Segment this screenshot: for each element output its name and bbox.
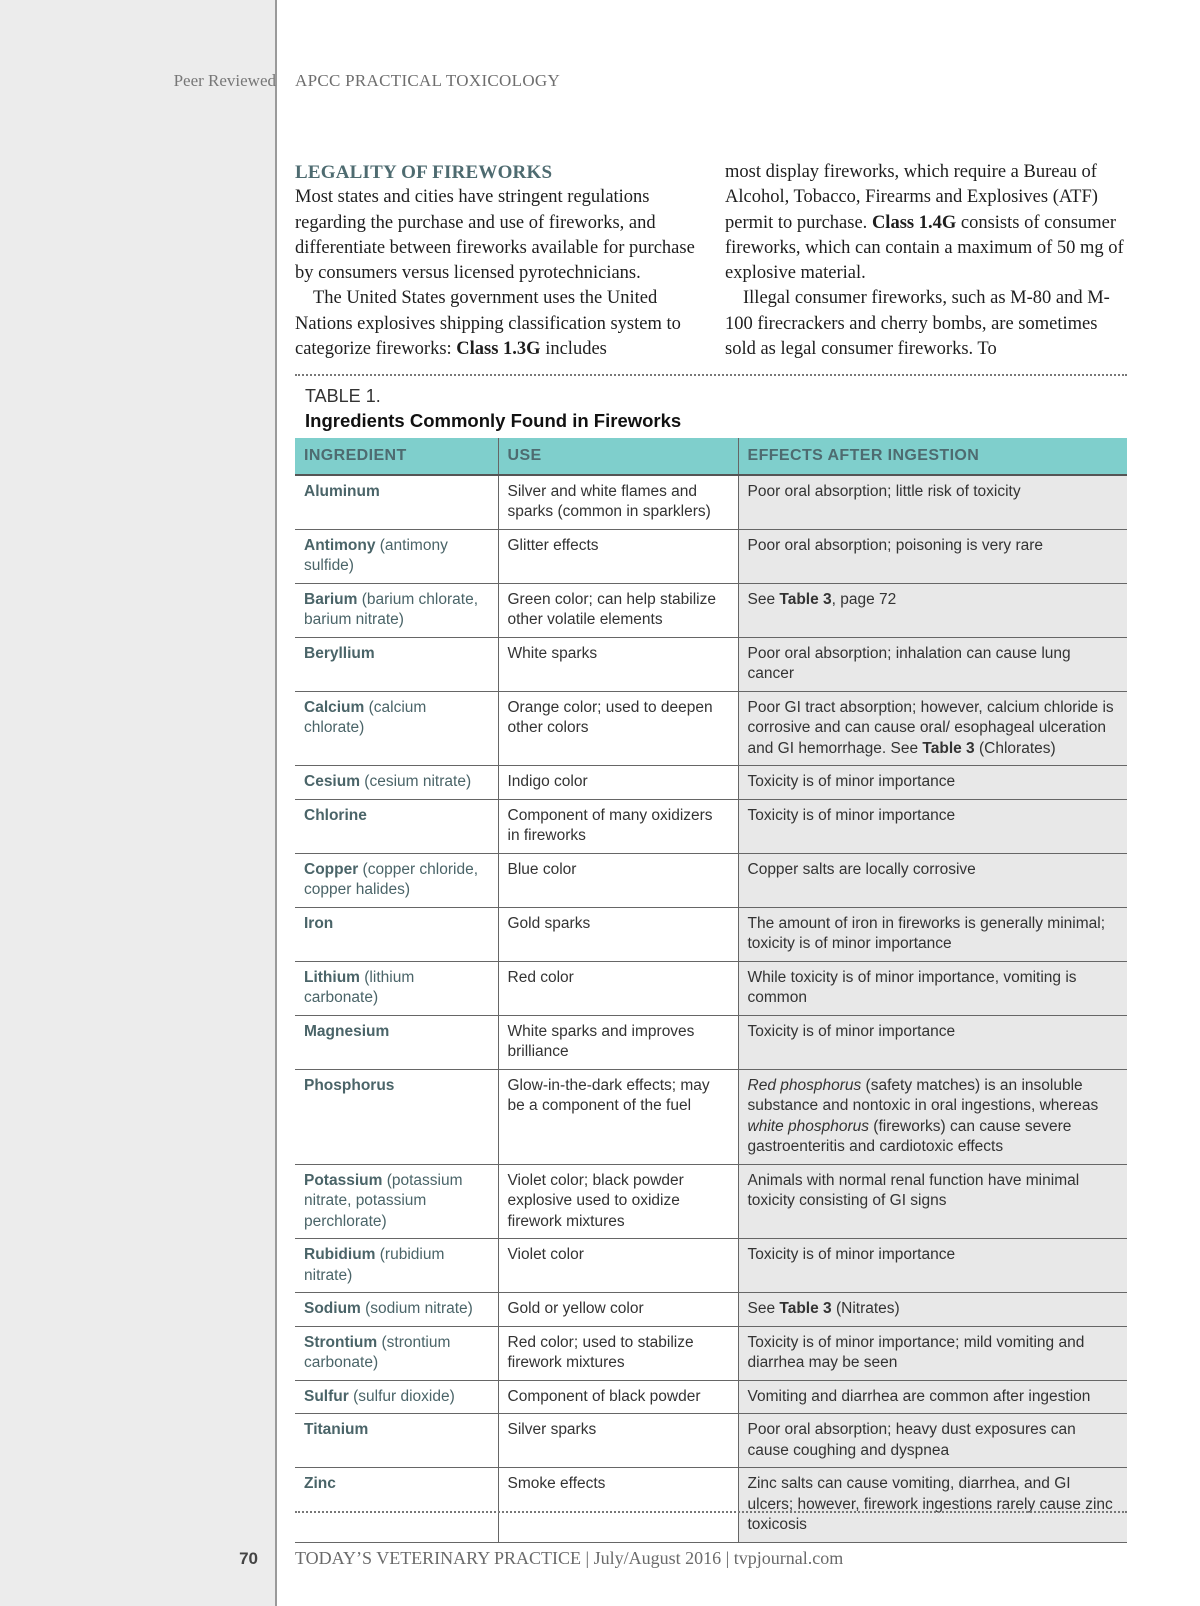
use-cell: Violet color; black powder explosive used to oxidize firework mixtures	[498, 1164, 738, 1239]
ingredient-cell	[295, 961, 498, 1015]
column-header: INGREDIENT	[295, 438, 498, 475]
ingredient-name: Magnesium	[304, 1022, 390, 1040]
ingredient-name: Lithium	[304, 968, 360, 986]
table-top-divider	[295, 374, 1127, 376]
use-cell: Violet color	[498, 1239, 738, 1293]
effects-cell: Toxicity is of minor importance; mild vomiting and diarrhea may be seen	[738, 1326, 1127, 1380]
ingredient-name: Cesium	[304, 773, 360, 790]
table-row	[295, 1015, 1127, 1069]
ingredient-detail: (copper chloride, copper halides)	[304, 860, 479, 898]
ingredient-name: Beryllium	[304, 644, 375, 662]
ingredient-detail: (cesium nitrate)	[360, 773, 472, 790]
table-title: Ingredients Commonly Found in Fireworks	[305, 410, 682, 431]
effects-cell: Toxicity is of minor importance	[738, 799, 1127, 853]
effects-cell: While toxicity is of minor importance, vomiting is common	[738, 961, 1127, 1015]
ingredients-table	[295, 438, 1127, 1543]
ingredient-detail: (rubidium nitrate)	[304, 1246, 445, 1284]
table-row	[295, 1326, 1127, 1380]
table-row	[295, 1414, 1127, 1468]
effects-cell: Poor oral absorption; heavy dust exposures can cause coughing and dyspnea	[738, 1414, 1127, 1468]
table-header-row	[295, 438, 1127, 475]
effects-cell: Poor oral absorption; inhalation can cause lung cancer	[738, 637, 1127, 691]
use-cell: Gold sparks	[498, 907, 738, 961]
table-row	[295, 529, 1127, 583]
ingredient-cell	[295, 799, 498, 853]
ingredient-cell	[295, 1380, 498, 1414]
use-cell: Silver and white flames and sparks (common in sparklers)	[498, 475, 738, 530]
use-cell: White sparks and improves brilliance	[498, 1015, 738, 1069]
effects-cell: Toxicity is of minor importance	[738, 1015, 1127, 1069]
ingredient-detail: (sulfur dioxide)	[348, 1387, 455, 1405]
ingredient-cell	[295, 1293, 498, 1327]
margin-rule	[275, 0, 277, 1606]
table-row	[295, 907, 1127, 961]
table-bottom-divider	[295, 1511, 1127, 1513]
ingredient-name: Chlorine	[304, 806, 367, 824]
effects-cell: The amount of iron in fireworks is generally minimal; toxicity is of minor importance	[738, 907, 1127, 961]
effects-cell: Vomiting and diarrhea are common after ingestion	[738, 1380, 1127, 1414]
ingredient-detail: (strontium carbonate)	[304, 1333, 451, 1371]
ingredient-cell	[295, 1468, 498, 1543]
ingredient-cell	[295, 475, 498, 530]
ingredient-name: Zinc	[304, 1475, 336, 1492]
effects-cell: Animals with normal renal function have minimal toxicity consisting of GI signs	[738, 1164, 1127, 1239]
table-row	[295, 637, 1127, 691]
ingredient-cell	[295, 529, 498, 583]
ingredient-name: Barium	[304, 590, 358, 608]
ingredient-name: Copper	[304, 860, 359, 878]
ingredient-name: Titanium	[304, 1421, 369, 1438]
ingredient-name: Antimony	[304, 536, 376, 554]
ingredient-detail: (calcium chlorate)	[304, 698, 427, 736]
ingredient-cell	[295, 1414, 498, 1468]
section-heading: LEGALITY OF FIREWORKS	[295, 162, 553, 183]
use-cell: White sparks	[498, 637, 738, 691]
article-paragraph: Most states and cities have stringent regulations regarding the purchase and use of fireworks, and differentiate between fireworks available for purchase by consumers versus licensed pyrotechnicians.	[295, 187, 695, 284]
ingredient-name: Phosphorus	[304, 1076, 395, 1094]
ingredient-detail: (lithium carbonate)	[304, 968, 415, 1006]
ingredient-name: Calcium	[304, 698, 365, 716]
ingredient-cell	[295, 691, 498, 766]
table-row	[295, 475, 1127, 530]
left-margin	[0, 0, 276, 1606]
ingredient-cell	[295, 583, 498, 637]
use-cell: Glitter effects	[498, 529, 738, 583]
table-label: TABLE 1.	[305, 386, 381, 406]
use-cell: Silver sparks	[498, 1414, 738, 1468]
ingredient-name: Sulfur	[304, 1387, 349, 1405]
use-cell: Component of black powder	[498, 1380, 738, 1414]
table-row	[295, 1239, 1127, 1293]
running-head: APCC PRACTICAL TOXICOLOGY	[295, 71, 561, 90]
effects-cell: Poor oral absorption; poisoning is very rare	[738, 529, 1127, 583]
use-cell: Red color; used to stabilize firework mixtures	[498, 1326, 738, 1380]
ingredient-cell	[295, 1069, 498, 1164]
ingredient-cell	[295, 1326, 498, 1380]
effects-cell: Poor oral absorption; little risk of toxicity	[738, 475, 1127, 530]
use-cell: Orange color; used to deepen other colors	[498, 691, 738, 766]
ingredient-name: Potassium	[304, 1171, 383, 1189]
article-paragraph: Illegal consumer fireworks, such as M-80 and M-100 firecrackers and cherry bombs, are sometimes sold as legal consumer fireworks. To	[725, 288, 1110, 360]
effects-cell: Poor GI tract absorption; however, calcium chloride is corrosive and can cause oral/ esophageal ulceration and GI hemorrhage. See Table 3 (Chlorates)	[738, 691, 1127, 766]
use-cell: Red color	[498, 961, 738, 1015]
table-row	[295, 1380, 1127, 1414]
ingredient-cell	[295, 637, 498, 691]
ingredient-detail: (barium chlorate, barium nitrate)	[304, 590, 479, 628]
ingredient-detail: (antimony sulfide)	[304, 536, 448, 574]
table-row	[295, 583, 1127, 637]
table-row	[295, 766, 1127, 800]
ingredient-name: Rubidium	[304, 1246, 376, 1263]
effects-cell: See Table 3 (Nitrates)	[738, 1293, 1127, 1327]
table-row	[295, 1069, 1127, 1164]
table-row	[295, 691, 1127, 766]
use-cell: Gold or yellow color	[498, 1293, 738, 1327]
use-cell: Green color; can help stabilize other volatile elements	[498, 583, 738, 637]
ingredient-name: Sodium	[304, 1300, 361, 1317]
ingredient-cell	[295, 907, 498, 961]
ingredient-cell	[295, 853, 498, 907]
ingredient-cell	[295, 766, 498, 800]
use-cell: Indigo color	[498, 766, 738, 800]
table-row	[295, 1164, 1127, 1239]
table-row	[295, 1468, 1127, 1543]
table-row	[295, 799, 1127, 853]
use-cell: Smoke effects	[498, 1468, 738, 1543]
ingredient-cell	[295, 1239, 498, 1293]
ingredient-name: Strontium	[304, 1333, 378, 1351]
ingredient-name: Iron	[304, 914, 334, 932]
column-header: EFFECTS AFTER INGESTION	[738, 438, 1127, 475]
ingredient-detail: (sodium nitrate)	[360, 1300, 473, 1317]
ingredient-cell	[295, 1015, 498, 1069]
table-row	[295, 961, 1127, 1015]
table-row	[295, 1293, 1127, 1327]
page-number: 70	[239, 1549, 258, 1568]
effects-cell: Red phosphorus (safety matches) is an insoluble substance and nontoxic in oral ingestions, whereas white phosphorus (fireworks) can cause severe gastroenteritis and cardiotoxic effects	[738, 1069, 1127, 1164]
article-paragraph: most display fireworks, which require a Bureau of Alcohol, Tobacco, Firearms and Explosives (ATF) permit to purchase. Class 1.4G consists of consumer fireworks, which can contain a maximum of 50 mg of explosive material.	[725, 162, 1124, 284]
article-left-column	[295, 160, 705, 362]
ingredient-detail: (potassium nitrate, potassium perchlorate)	[304, 1171, 463, 1230]
table-body	[295, 475, 1127, 1543]
use-cell: Component of many oxidizers in fireworks	[498, 799, 738, 853]
article-paragraph: The United States government uses the United Nations explosives shipping classification system to categorize fireworks: Class 1.3G includes	[295, 288, 681, 360]
ingredient-name: Aluminum	[304, 482, 380, 500]
column-header: USE	[498, 438, 738, 475]
peer-reviewed-label: Peer Reviewed	[173, 71, 276, 90]
table-row	[295, 853, 1127, 907]
footer-text: TODAY’S VETERINARY PRACTICE | July/August 2016 | tvpjournal.com	[295, 1548, 844, 1568]
use-cell: Glow-in-the-dark effects; may be a component of the fuel	[498, 1069, 738, 1164]
effects-cell: Toxicity is of minor importance	[738, 1239, 1127, 1293]
article-right-column	[725, 160, 1130, 362]
effects-cell: Toxicity is of minor importance	[738, 766, 1127, 800]
ingredient-cell	[295, 1164, 498, 1239]
use-cell: Blue color	[498, 853, 738, 907]
effects-cell: See Table 3, page 72	[738, 583, 1127, 637]
effects-cell: Zinc salts can cause vomiting, diarrhea, and GI ulcers; however, firework ingestions rarely cause zinc toxicosis	[738, 1468, 1127, 1543]
effects-cell: Copper salts are locally corrosive	[738, 853, 1127, 907]
